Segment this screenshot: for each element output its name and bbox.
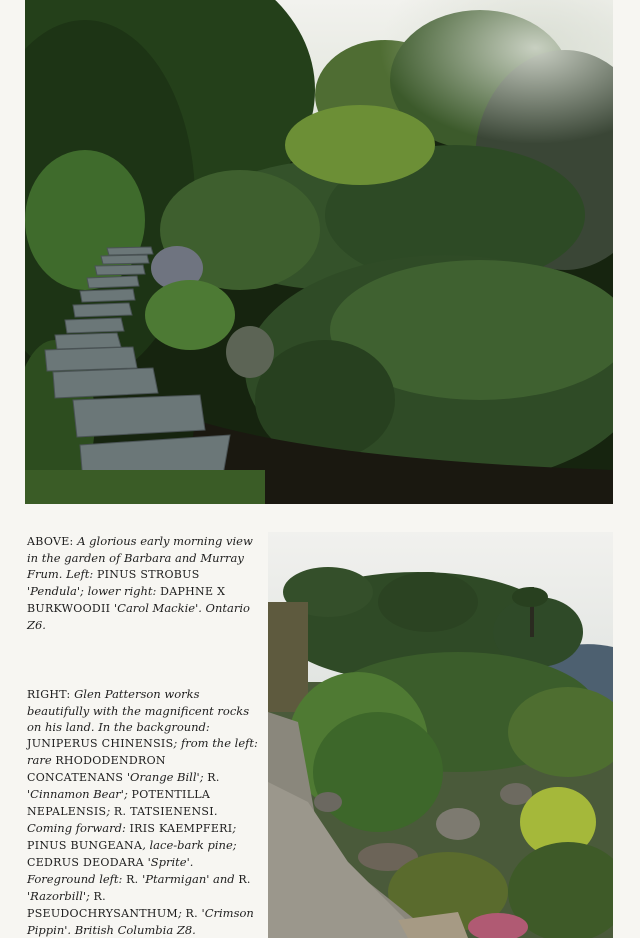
caption-text: , lace-bark pine;: [142, 838, 237, 852]
plant-name: CEDRUS DEODARA: [27, 856, 144, 869]
caption-above: [27, 533, 259, 633]
plant-name: JUNIPERUS CHINENSIS: [27, 737, 174, 750]
caption-text: 'Pendula'; lower right:: [27, 584, 161, 598]
caption-lead-right: RIGHT:: [27, 688, 71, 701]
caption-text: 'Ptarmigan' and: [138, 872, 239, 886]
rock-garden-photo: [268, 532, 613, 938]
caption-text: 'Orange Bill';: [123, 770, 208, 784]
caption-text: 'Carol Mackie'. Ontario Z6.: [27, 601, 250, 632]
caption-text: ;: [232, 821, 237, 835]
caption-right: [27, 686, 259, 938]
plant-name: R.: [238, 873, 251, 886]
caption-text: 'Sprite'. Foreground left:: [27, 855, 194, 886]
caption-text: 'Crimson Pippin'. British Columbia Z8.: [27, 906, 254, 937]
caption-text: ;: [106, 804, 114, 818]
caption-lead-above: ABOVE:: [27, 535, 74, 548]
plant-name: IRIS KAEMPFERI: [129, 822, 233, 835]
plant-name: DAPHNE X BURKWOODII: [27, 585, 226, 615]
caption-text: 'Cinnamon Bear';: [27, 787, 132, 801]
plant-name: R.: [185, 907, 198, 920]
caption-text: ;: [177, 906, 186, 920]
garden-photo-stone-steps: [25, 0, 613, 504]
plant-name: R. TATSIENENSI: [113, 805, 214, 818]
plant-name: RHODODENDRON CONCATENANS: [27, 754, 166, 784]
caption-text: A glorious early morning view in the garden of Barbara and Murray Frum. Left:: [27, 534, 253, 581]
plant-name: POTENTILLA NEPALENSIS: [27, 788, 211, 818]
caption-text: 'Razorbill';: [27, 889, 94, 903]
caption-text: ; from the left: rare: [27, 736, 258, 767]
caption-text: . Coming forward:: [27, 804, 218, 835]
plant-name: R.: [126, 873, 139, 886]
plant-name: R.: [207, 771, 220, 784]
caption-text: Glen Patterson works beautifully with the magnificent rocks on his land. In the background:: [27, 687, 250, 734]
plant-name: R. PSEUDOCHRYSANTHUM: [27, 890, 178, 920]
plant-name: PINUS STROBUS: [96, 568, 200, 581]
plant-name: PINUS BUNGEANA: [27, 839, 143, 852]
